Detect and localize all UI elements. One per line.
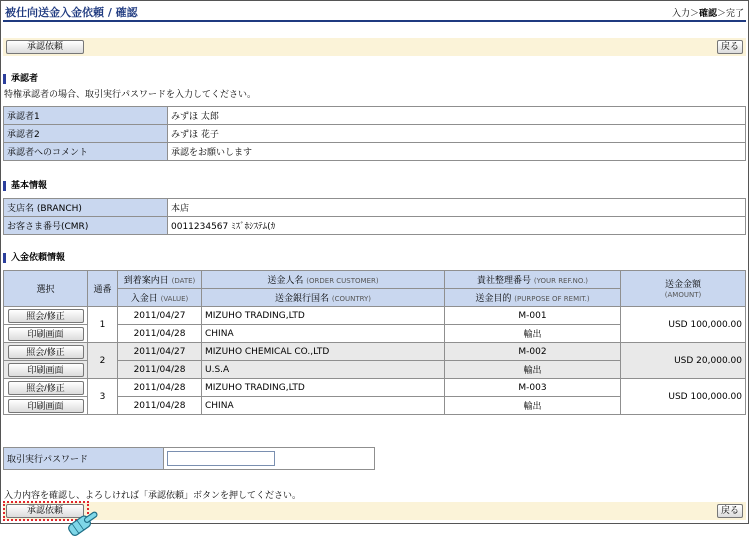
password-cell [164,448,375,470]
approve-request-button-bottom[interactable]: 承認依頼 [6,504,84,518]
select-cell [4,379,88,397]
ref-no-cell: M-002 [445,343,621,361]
arrival-date-cell: 2011/04/27 [118,307,202,325]
seq-cell: 2 [88,343,118,379]
approver2-value: みずほ 花子 [168,125,746,143]
col-select: 選択 [4,271,88,307]
table-row [4,143,746,161]
col-arrival-date: 到着案内日 (DATE) [118,271,202,289]
remitter-cell: MIZUHO TRADING,LTD [202,379,445,397]
table-row [4,125,746,143]
col-ref-no: 貴社整理番号 (YOUR REF.NO.) [445,271,621,289]
customer-no-value: 0011234567 ﾐｽﾞﾎｼｽﾃﾑ(ｶ [168,217,746,235]
value-date-cell: 2011/04/28 [118,397,202,415]
purpose-cell: 輸出 [445,325,621,343]
step-done: ＞完了 [716,9,744,19]
password-table [3,447,375,470]
comment-value: 承認をお願いします [168,143,746,161]
arrival-date-cell: 2011/04/28 [118,379,202,397]
table-row [4,343,746,361]
country-cell: CHINA [202,325,445,343]
seq-cell: 3 [88,379,118,415]
back-button-top[interactable]: 戻る [717,40,743,54]
purpose-cell: 輸出 [445,361,621,379]
country-cell: U.S.A [202,361,445,379]
col-bank-country: 送金銀行国名 (COUNTRY) [202,289,445,307]
password-label: 取引実行パスワード [4,448,164,470]
ref-no-cell: M-001 [445,307,621,325]
approver2-label: 承認者2 [4,125,168,143]
amount-cell: USD 100,000.00 [621,307,746,343]
remitter-cell: MIZUHO CHEMICAL CO.,LTD [202,343,445,361]
seq-cell: 1 [88,307,118,343]
select-cell [4,325,88,343]
select-cell [4,343,88,361]
basic-section-title: 基本情報 [3,181,47,191]
value-date-cell: 2011/04/28 [118,361,202,379]
branch-value: 本店 [168,199,746,217]
approver-note: 特権承認者の場合、取引実行パスワードを入力してください。 [4,90,257,100]
value-date-cell: 2011/04/28 [118,325,202,343]
view-edit-button-3[interactable]: 照会/修正 [8,381,84,395]
arrival-date-cell: 2011/04/27 [118,343,202,361]
print-button-3[interactable]: 印刷画面 [8,399,84,413]
country-cell: CHINA [202,397,445,415]
print-button-1[interactable]: 印刷画面 [8,327,84,341]
table-row [4,107,746,125]
comment-label: 承認者へのコメント [4,143,168,161]
request-table [3,270,746,415]
approver1-label: 承認者1 [4,107,168,125]
approver1-value: みずほ 太郎 [168,107,746,125]
approver-section-title: 承認者 [3,74,38,84]
branch-label: 支店名 (BRANCH) [4,199,168,217]
table-row [4,217,746,235]
table-header-row [4,271,746,289]
title-underline [3,20,746,22]
amount-cell: USD 100,000.00 [621,379,746,415]
table-row [4,448,375,470]
step-current: 確認 [698,9,717,19]
col-amount: 送金金額 (AMOUNT) [621,271,746,307]
ref-no-cell: M-003 [445,379,621,397]
password-input[interactable] [167,451,275,466]
view-edit-button-2[interactable]: 照会/修正 [8,345,84,359]
top-action-bar [3,38,746,56]
view-edit-button-1[interactable]: 照会/修正 [8,309,84,323]
col-seq: 通番 [88,271,118,307]
amount-cell: USD 20,000.00 [621,343,746,379]
col-value-date: 入金日 (VALUE) [118,289,202,307]
table-row [4,199,746,217]
table-row [4,307,746,325]
col-remitter: 送金人名 (ORDER CUSTOMER) [202,271,445,289]
title-bar [3,4,746,21]
approve-request-button-top[interactable]: 承認依頼 [6,40,84,54]
pointer-hand-icon [62,510,104,538]
approver-table [3,106,746,161]
select-cell [4,397,88,415]
select-cell [4,307,88,325]
select-cell [4,361,88,379]
step-input: 入力＞ [671,9,699,19]
bottom-action-bar [3,502,746,520]
footer-note: 入力内容を確認し、よろしければ「承認依頼」ボタンを押してください。 [4,491,302,501]
print-button-2[interactable]: 印刷画面 [8,363,84,377]
purpose-cell: 輸出 [445,397,621,415]
table-row [4,379,746,397]
remitter-cell: MIZUHO TRADING,LTD [202,307,445,325]
customer-no-label: お客さま番号(CMR) [4,217,168,235]
step-indicator [672,6,744,19]
page-title: 被仕向送金入金依頼 / 確認 [5,6,138,19]
request-section-title: 入金依頼情報 [3,253,65,263]
back-button-bottom[interactable]: 戻る [717,504,743,518]
col-purpose: 送金目的 (PURPOSE OF REMIT.) [445,289,621,307]
basic-info-table [3,198,746,235]
